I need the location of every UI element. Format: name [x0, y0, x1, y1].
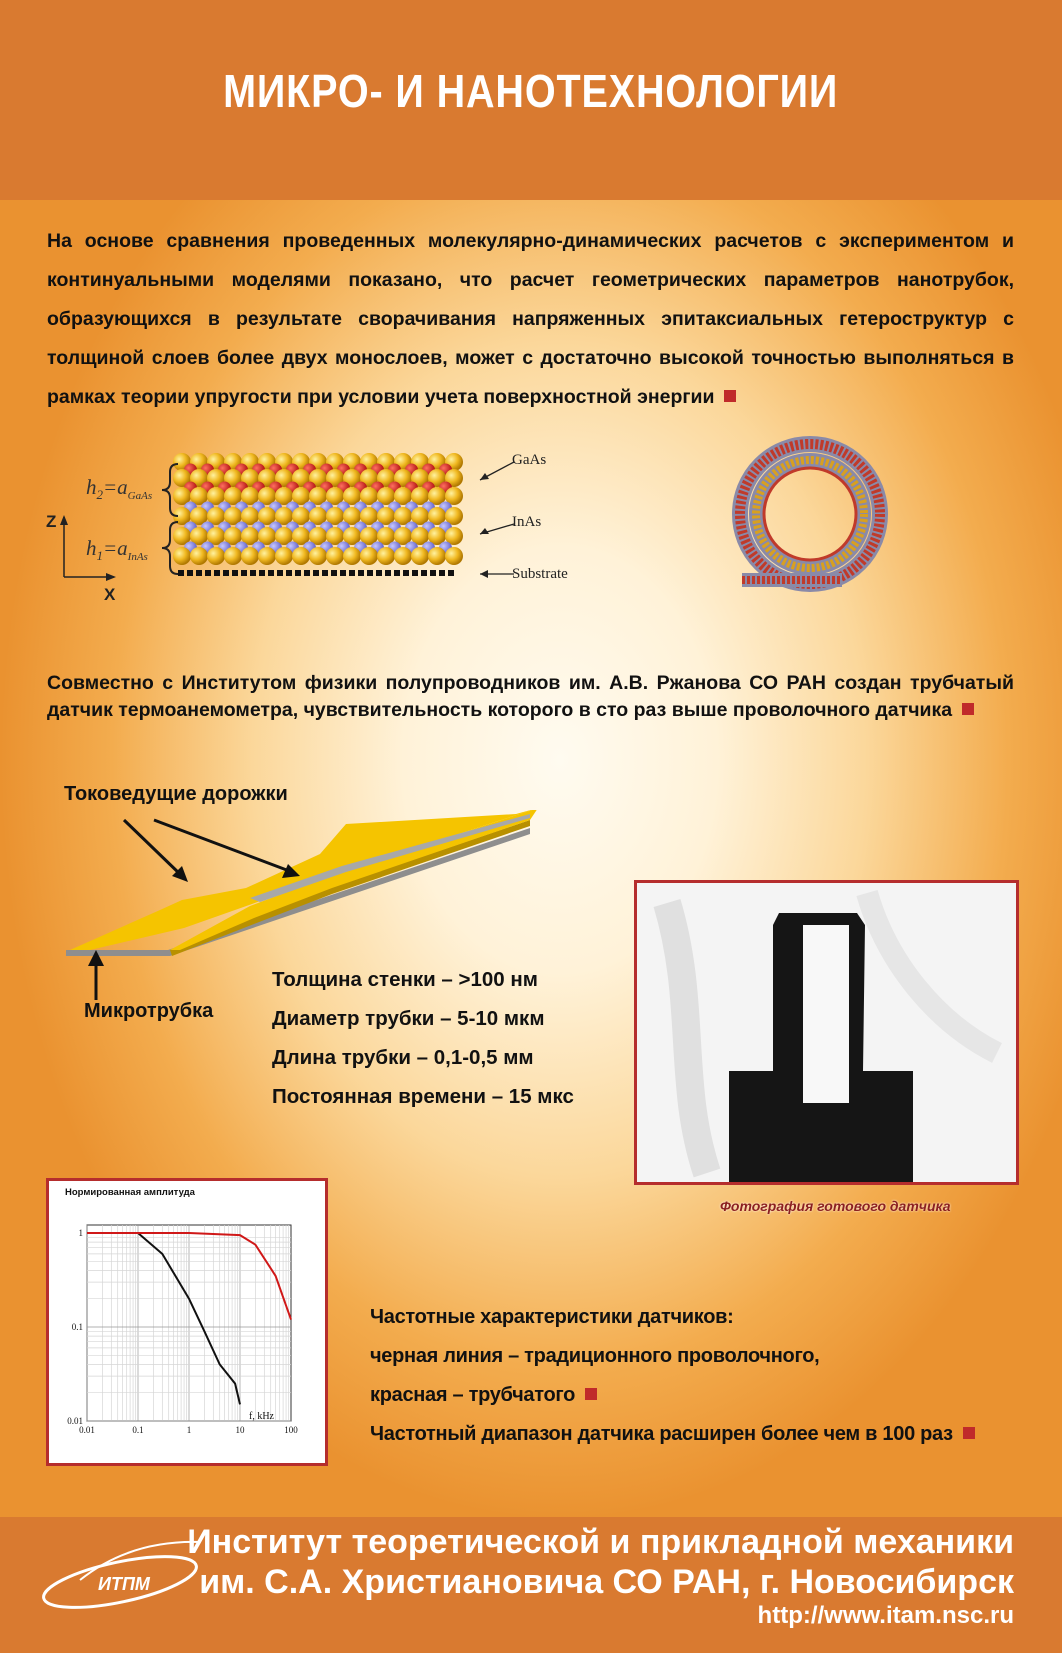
intro-line-last	[47, 378, 1014, 417]
tube-inner-edge	[764, 468, 856, 560]
end-square-icon	[724, 390, 736, 402]
freq-line: черная линия – традиционного проволочного,	[370, 1345, 820, 1367]
atom	[326, 547, 344, 565]
tube-label: Микротрубка	[84, 1000, 214, 1022]
substrate-atom	[439, 570, 445, 576]
substrate-atom	[430, 570, 436, 576]
h1-label: $h_1=a_{InAs}$	[86, 536, 148, 563]
substrate-atom	[403, 570, 409, 576]
substrate-atom	[412, 570, 418, 576]
substrate-atom	[340, 570, 346, 576]
sensor-slot	[803, 925, 849, 1103]
x-tick-label: 100	[284, 1425, 298, 1435]
substrate-atom	[295, 570, 301, 576]
freq-line: Частотные характеристики датчиков:	[370, 1306, 734, 1328]
substrate-atom	[259, 570, 265, 576]
atom	[275, 547, 293, 565]
atom-lattice	[173, 453, 463, 565]
substrate-atom	[304, 570, 310, 576]
header-band	[0, 0, 1062, 200]
x-tick-label: 1	[186, 1425, 192, 1435]
freq-line-text: красная – трубчатого	[370, 1384, 576, 1406]
substrate-atom	[223, 570, 229, 576]
intro-line: толщиной слоев более двух монослоев, может с достаточно высокой точностью выполняться в	[47, 347, 1014, 369]
institute-url[interactable]: http://www.itam.nsc.ru	[757, 1602, 1014, 1629]
substrate-atom	[205, 570, 211, 576]
layer-substrate-label: Substrate	[512, 566, 568, 582]
pointer-arrow-icon	[480, 528, 489, 534]
spec-line: Постоянная времени – 15 мкс	[272, 1085, 574, 1108]
atom	[224, 547, 242, 565]
substrate-atom	[376, 570, 382, 576]
atom	[377, 547, 395, 565]
sensor-line-last	[47, 697, 1014, 724]
substrate-atom	[187, 570, 193, 576]
y-tick-label: 0.01	[67, 1416, 83, 1426]
intro-line: На основе сравнения проведенных молекулярно-динамических расчетов с экспериментом и	[47, 230, 1014, 252]
intro-line: образующихся в результате сворачивания напряженных эпитаксиальных гетероструктур с	[47, 308, 1014, 330]
atom	[190, 547, 208, 565]
intro-line-text: рамках теории упругости при условии учета поверхностной энергии	[47, 386, 715, 408]
atom	[309, 547, 327, 565]
spec-line: Длина трубки – 0,1-0,5 мм	[272, 1046, 534, 1069]
heterostructure-diagram	[44, 452, 604, 610]
page-title: МИКРО- И НАНОТЕХНОЛОГИИ	[223, 65, 839, 117]
substrate-atom	[367, 570, 373, 576]
end-square-icon	[585, 1388, 597, 1400]
y-tick-label: 1	[78, 1228, 83, 1238]
sensor-photo	[634, 880, 1019, 1185]
atom	[241, 547, 259, 565]
intro-line: континуальными моделями показано, что расчет геометрических параметров нанотрубок,	[47, 269, 1014, 291]
atom	[292, 547, 310, 565]
x-arrow-icon	[106, 573, 116, 581]
institute-city: им. С.А. Христиановича СО РАН, г. Новосибирск	[199, 1563, 1014, 1601]
intro-paragraph	[47, 222, 1014, 417]
substrate-atom	[232, 570, 238, 576]
substrate-atom	[178, 570, 184, 576]
substrate-atom	[241, 570, 247, 576]
atom	[343, 547, 361, 565]
rolled-nanotube-image	[722, 430, 902, 608]
sensor-photo-image	[637, 883, 1016, 1182]
atom	[394, 547, 412, 565]
atom	[411, 547, 429, 565]
atom	[258, 547, 276, 565]
itpm-logo	[40, 1520, 210, 1640]
freq-line-text: Частотный диапазон датчика расширен более чем в 100 раз	[370, 1423, 953, 1445]
x-axis-label: X	[104, 585, 116, 604]
z-arrow-icon	[60, 515, 68, 525]
spec-line: Диаметр трубки – 5-10 мкм	[272, 1007, 545, 1030]
pointer-arrow-icon	[480, 570, 488, 578]
atom	[207, 547, 225, 565]
substrate-atom	[286, 570, 292, 576]
layer-inas-label: InAs	[512, 514, 542, 530]
institute-name: Институт теоретической и прикладной механики	[187, 1523, 1014, 1561]
chart-xlabel: f, kHz	[249, 1411, 274, 1422]
substrate-dots	[178, 570, 454, 576]
substrate-atom	[394, 570, 400, 576]
atom	[173, 547, 191, 565]
arrow-track-right	[154, 820, 292, 872]
substrate-atom	[421, 570, 427, 576]
atom	[445, 547, 463, 565]
atom	[360, 547, 378, 565]
tracks-label: Токоведущие дорожки	[64, 783, 288, 805]
substrate-atom	[313, 570, 319, 576]
frequency-chart-frame	[46, 1178, 328, 1466]
x-tick-label: 0.1	[132, 1425, 144, 1435]
end-square-icon	[962, 703, 974, 715]
freq-line-range	[370, 1423, 975, 1446]
substrate-atom	[214, 570, 220, 576]
substrate-atom	[268, 570, 274, 576]
atom	[428, 547, 446, 565]
spec-line: Толщина стенки – >100 нм	[272, 968, 538, 991]
sensor-line-text: датчик термоанемометра, чувствительность которого в сто раз выше проволочного датчика	[47, 699, 953, 721]
chart-title: Нормированная амплитуда	[65, 1187, 195, 1198]
end-square-icon	[963, 1427, 975, 1439]
substrate-atom	[331, 570, 337, 576]
logo-text: ИТПМ	[98, 1574, 150, 1594]
freq-line-red	[370, 1384, 597, 1407]
substrate-atom	[196, 570, 202, 576]
x-tick-label: 0.01	[79, 1425, 95, 1435]
h2-label: $h_2=a_{GaAs}$	[86, 475, 153, 502]
sensor-line: Совместно с Институтом физики полупроводников им. А.В. Ржанова СО РАН создан трубчатый	[47, 672, 1014, 694]
frequency-chart	[49, 1181, 325, 1463]
substrate-atom	[385, 570, 391, 576]
chart-grid	[87, 1225, 291, 1421]
z-axis-label: Z	[46, 512, 57, 531]
substrate-atom	[448, 570, 454, 576]
substrate-atom	[349, 570, 355, 576]
layer-gaas-label: GaAs	[512, 452, 547, 468]
y-tick-label: 0.1	[71, 1322, 83, 1332]
substrate-atom	[358, 570, 364, 576]
substrate-atom	[322, 570, 328, 576]
substrate-atom	[250, 570, 256, 576]
substrate-atom	[277, 570, 283, 576]
x-tick-label: 10	[235, 1425, 245, 1435]
tube-inner-atoms	[756, 460, 864, 568]
sensor-paragraph	[47, 670, 1014, 724]
photo-caption: Фотография готового датчика	[720, 1198, 951, 1214]
